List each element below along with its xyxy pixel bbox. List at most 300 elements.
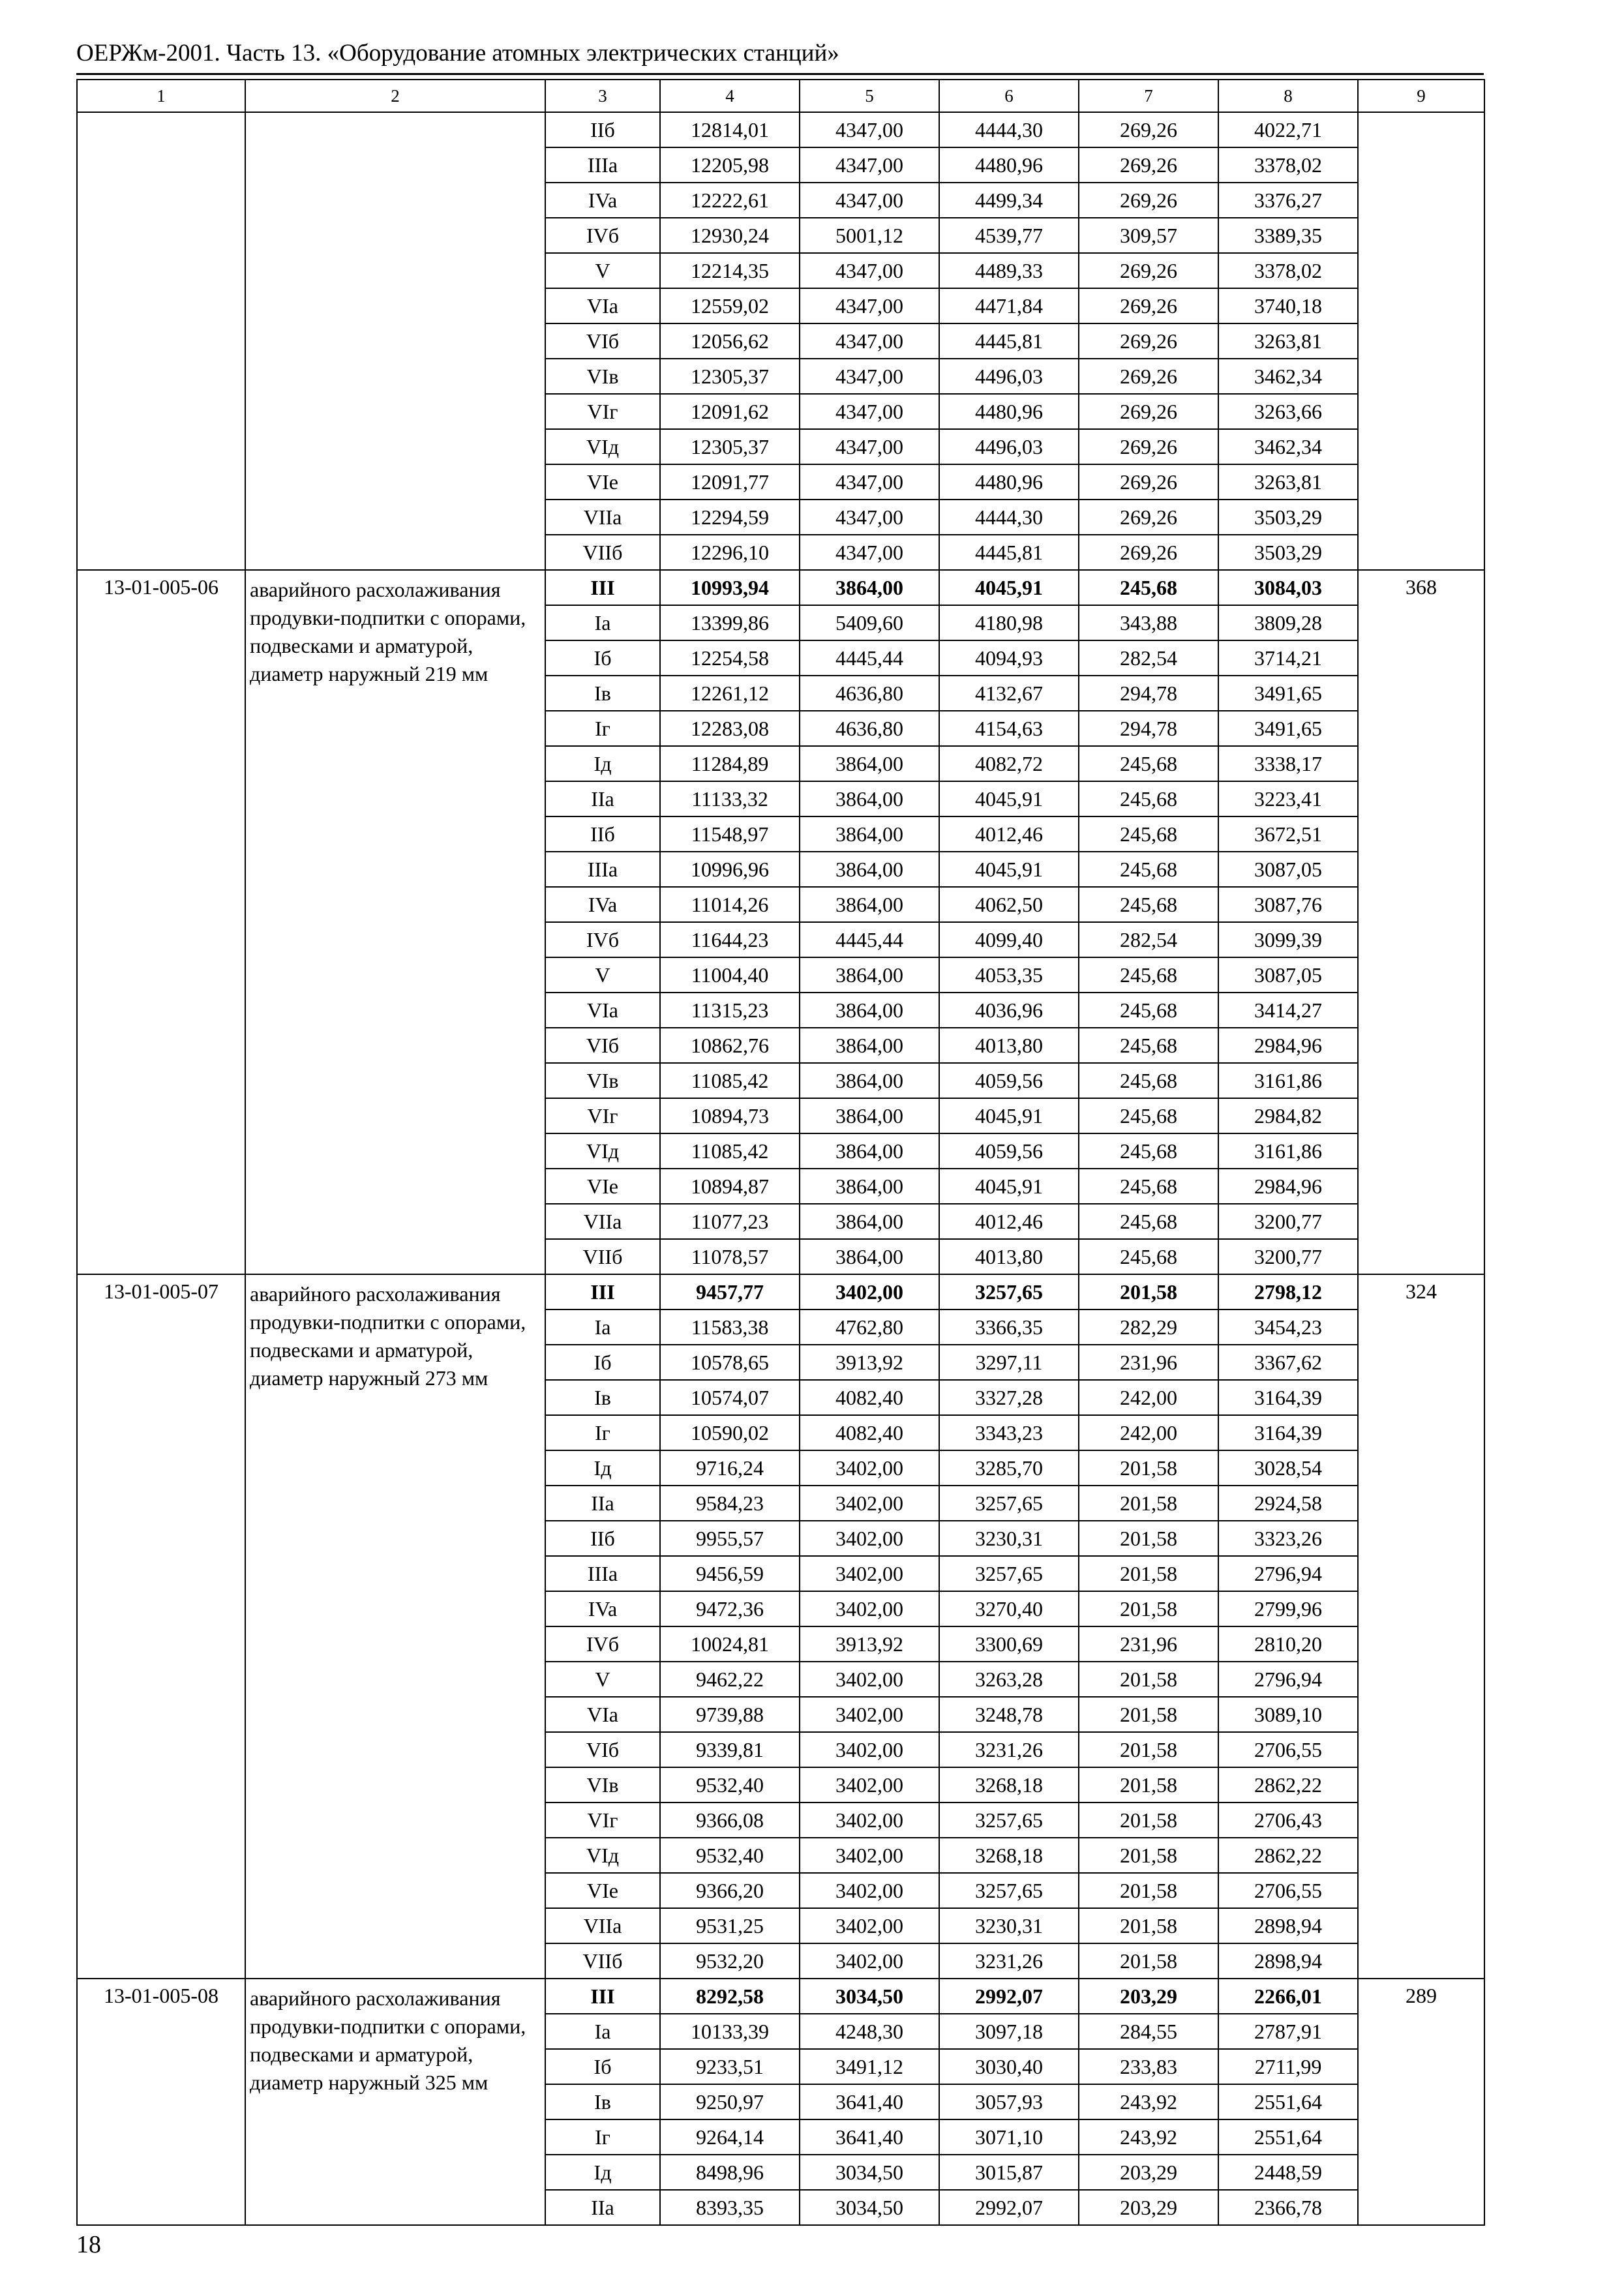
value-cell: 8393,35: [660, 2190, 800, 2225]
value-cell: 4036,96: [939, 993, 1079, 1028]
zone-cell: VIIб: [545, 535, 660, 570]
value-cell: 3402,00: [800, 1873, 939, 1908]
value-cell: 245,68: [1079, 1028, 1218, 1063]
value-cell: 3087,05: [1218, 852, 1358, 887]
value-cell: 9472,36: [660, 1591, 800, 1626]
value-cell: 4099,40: [939, 922, 1079, 957]
value-cell: 10993,94: [660, 570, 800, 605]
value-cell: 3343,23: [939, 1415, 1079, 1450]
value-cell: 4445,44: [800, 640, 939, 676]
zone-cell: Iд: [545, 2155, 660, 2190]
zone-cell: VIIa: [545, 1908, 660, 1943]
value-cell: 4045,91: [939, 1169, 1079, 1204]
zone-cell: IVб: [545, 218, 660, 253]
value-cell: 10996,96: [660, 852, 800, 887]
value-cell: 3672,51: [1218, 816, 1358, 852]
value-cell: 2366,78: [1218, 2190, 1358, 2225]
value-cell: 4480,96: [939, 464, 1079, 500]
value-cell: 3087,76: [1218, 887, 1358, 922]
value-cell: 3034,50: [800, 2190, 939, 2225]
value-cell: 4539,77: [939, 218, 1079, 253]
value-cell: 3161,86: [1218, 1133, 1358, 1169]
value-cell: 3641,40: [800, 2084, 939, 2119]
value-cell: 242,00: [1079, 1415, 1218, 1450]
value-cell: 3402,00: [800, 1943, 939, 1979]
value-cell: 4059,56: [939, 1133, 1079, 1169]
value-cell: 2448,59: [1218, 2155, 1358, 2190]
zone-cell: IVб: [545, 922, 660, 957]
header-rule: [76, 73, 1484, 75]
value-cell: 245,68: [1079, 1169, 1218, 1204]
value-cell: 4489,33: [939, 253, 1079, 288]
value-cell: 3257,65: [939, 1803, 1079, 1838]
zone-cell: Iб: [545, 640, 660, 676]
value-cell: 3402,00: [800, 1521, 939, 1556]
value-cell: 269,26: [1079, 429, 1218, 464]
value-cell: 3864,00: [800, 852, 939, 887]
column-number: 8: [1218, 80, 1358, 112]
value-cell: 201,58: [1079, 1697, 1218, 1732]
table-row: [77, 112, 1484, 147]
value-cell: 269,26: [1079, 464, 1218, 500]
value-cell: 3864,00: [800, 816, 939, 852]
value-cell: 4347,00: [800, 429, 939, 464]
value-cell: 3257,65: [939, 1274, 1079, 1309]
value-cell: 11284,89: [660, 746, 800, 781]
value-cell: 3327,28: [939, 1380, 1079, 1415]
value-cell: 4045,91: [939, 781, 1079, 816]
value-cell: 4347,00: [800, 253, 939, 288]
zone-cell: V: [545, 253, 660, 288]
zone-cell: IIб: [545, 112, 660, 147]
value-cell: 11085,42: [660, 1063, 800, 1098]
value-cell: 231,96: [1079, 1345, 1218, 1380]
value-cell: 269,26: [1079, 394, 1218, 429]
value-cell: 2992,07: [939, 1979, 1079, 2014]
value-cell: 3402,00: [800, 1556, 939, 1591]
resource-description: [245, 112, 545, 570]
value-cell: 2551,64: [1218, 2119, 1358, 2155]
value-cell: 343,88: [1079, 605, 1218, 640]
value-cell: 3297,11: [939, 1345, 1079, 1380]
value-cell: 12294,59: [660, 500, 800, 535]
value-cell: 3300,69: [939, 1626, 1079, 1662]
value-cell: 3034,50: [800, 1979, 939, 2014]
value-cell: 3864,00: [800, 957, 939, 993]
value-cell: 269,26: [1079, 112, 1218, 147]
value-cell: 3376,27: [1218, 183, 1358, 218]
zone-cell: VIIa: [545, 1204, 660, 1239]
value-cell: 2898,94: [1218, 1908, 1358, 1943]
value-cell: 3402,00: [800, 1486, 939, 1521]
value-cell: 4013,80: [939, 1239, 1079, 1274]
zone-cell: V: [545, 1662, 660, 1697]
value-cell: 4082,72: [939, 746, 1079, 781]
zone-cell: Iг: [545, 711, 660, 746]
value-cell: 3285,70: [939, 1450, 1079, 1486]
zone-cell: IIб: [545, 1521, 660, 1556]
value-cell: 2984,82: [1218, 1098, 1358, 1133]
value-cell: 3864,00: [800, 1098, 939, 1133]
total-cell: 324: [1358, 1274, 1484, 1979]
value-cell: 3084,03: [1218, 570, 1358, 605]
value-cell: 3864,00: [800, 1204, 939, 1239]
value-cell: 9462,22: [660, 1662, 800, 1697]
value-cell: 2799,96: [1218, 1591, 1358, 1626]
value-cell: 3338,17: [1218, 746, 1358, 781]
value-cell: 294,78: [1079, 676, 1218, 711]
value-cell: 12214,35: [660, 253, 800, 288]
value-cell: 3200,77: [1218, 1239, 1358, 1274]
value-cell: 3809,28: [1218, 605, 1358, 640]
value-cell: 4444,30: [939, 112, 1079, 147]
value-cell: 3015,87: [939, 2155, 1079, 2190]
value-cell: 3402,00: [800, 1697, 939, 1732]
value-cell: 11315,23: [660, 993, 800, 1028]
value-cell: 10024,81: [660, 1626, 800, 1662]
value-cell: 245,68: [1079, 957, 1218, 993]
value-cell: 4132,67: [939, 676, 1079, 711]
value-cell: 201,58: [1079, 1767, 1218, 1803]
document-header: ОЕРЖм-2001. Часть 13. «Оборудование атомных электрических станций»: [76, 40, 839, 67]
value-cell: 3454,23: [1218, 1309, 1358, 1345]
value-cell: 4444,30: [939, 500, 1079, 535]
column-number: 3: [545, 80, 660, 112]
value-cell: 201,58: [1079, 1732, 1218, 1767]
value-cell: 245,68: [1079, 746, 1218, 781]
zone-cell: VIб: [545, 1028, 660, 1063]
value-cell: 12814,01: [660, 112, 800, 147]
zone-cell: Ia: [545, 2014, 660, 2049]
resource-code: 13-01-005-08: [77, 1979, 245, 2225]
value-cell: 3414,27: [1218, 993, 1358, 1028]
value-cell: 8498,96: [660, 2155, 800, 2190]
value-cell: 3389,35: [1218, 218, 1358, 253]
value-cell: 4496,03: [939, 429, 1079, 464]
value-cell: 269,26: [1079, 183, 1218, 218]
value-cell: 3378,02: [1218, 147, 1358, 183]
value-cell: 3402,00: [800, 1450, 939, 1486]
value-cell: 3263,81: [1218, 323, 1358, 359]
value-cell: 4059,56: [939, 1063, 1079, 1098]
value-cell: 3263,28: [939, 1662, 1079, 1697]
value-cell: 4347,00: [800, 359, 939, 394]
resource-code: 13-01-005-06: [77, 570, 245, 1274]
value-cell: 9532,20: [660, 1943, 800, 1979]
value-cell: 4045,91: [939, 852, 1079, 887]
value-cell: 201,58: [1079, 1274, 1218, 1309]
value-cell: 13399,86: [660, 605, 800, 640]
value-cell: 3864,00: [800, 1239, 939, 1274]
value-cell: 245,68: [1079, 781, 1218, 816]
value-cell: 4154,63: [939, 711, 1079, 746]
zone-cell: III: [545, 1274, 660, 1309]
value-cell: 201,58: [1079, 1662, 1218, 1697]
value-cell: 12305,37: [660, 429, 800, 464]
value-cell: 9584,23: [660, 1486, 800, 1521]
value-cell: 2706,55: [1218, 1873, 1358, 1908]
value-cell: 3491,65: [1218, 676, 1358, 711]
zone-cell: Iд: [545, 746, 660, 781]
value-cell: 203,29: [1079, 2155, 1218, 2190]
value-cell: 201,58: [1079, 1450, 1218, 1486]
zone-cell: VIг: [545, 394, 660, 429]
zone-cell: VIa: [545, 288, 660, 323]
value-cell: 10894,87: [660, 1169, 800, 1204]
zone-cell: IIa: [545, 1486, 660, 1521]
zone-cell: VIб: [545, 323, 660, 359]
value-cell: 231,96: [1079, 1626, 1218, 1662]
value-cell: 3864,00: [800, 1133, 939, 1169]
value-cell: 11085,42: [660, 1133, 800, 1169]
value-cell: 3323,26: [1218, 1521, 1358, 1556]
value-cell: 3071,10: [939, 2119, 1079, 2155]
value-cell: 4347,00: [800, 464, 939, 500]
resource-description: аварийного расхолаживания продувки-подпитки с опорами, подвесками и арматурой, диаметр наружный 219 мм: [245, 570, 545, 1274]
value-cell: 12261,12: [660, 676, 800, 711]
value-cell: 3089,10: [1218, 1697, 1358, 1732]
value-cell: 3366,35: [939, 1309, 1079, 1345]
zone-cell: VIe: [545, 1873, 660, 1908]
zone-cell: Iд: [545, 1450, 660, 1486]
zone-cell: IVa: [545, 887, 660, 922]
value-cell: 2862,22: [1218, 1767, 1358, 1803]
value-cell: 269,26: [1079, 500, 1218, 535]
value-cell: 4347,00: [800, 394, 939, 429]
value-cell: 3864,00: [800, 1063, 939, 1098]
value-cell: 12305,37: [660, 359, 800, 394]
value-cell: 3057,93: [939, 2084, 1079, 2119]
zone-cell: VIг: [545, 1803, 660, 1838]
value-cell: 4082,40: [800, 1380, 939, 1415]
value-cell: 4480,96: [939, 147, 1079, 183]
value-cell: 4045,91: [939, 1098, 1079, 1133]
zone-cell: Iв: [545, 1380, 660, 1415]
value-cell: 2798,12: [1218, 1274, 1358, 1309]
zone-cell: III: [545, 570, 660, 605]
value-cell: 3402,00: [800, 1803, 939, 1838]
value-cell: 11078,57: [660, 1239, 800, 1274]
value-cell: 3028,54: [1218, 1450, 1358, 1486]
value-cell: 201,58: [1079, 1943, 1218, 1979]
value-cell: 4480,96: [939, 394, 1079, 429]
value-cell: 8292,58: [660, 1979, 800, 2014]
value-cell: 245,68: [1079, 1239, 1218, 1274]
value-cell: 4347,00: [800, 500, 939, 535]
value-cell: 3097,18: [939, 2014, 1079, 2049]
column-number: 7: [1079, 80, 1218, 112]
value-cell: 2796,94: [1218, 1662, 1358, 1697]
value-cell: 4347,00: [800, 147, 939, 183]
value-cell: 2992,07: [939, 2190, 1079, 2225]
total-cell: 289: [1358, 1979, 1484, 2225]
value-cell: 10133,39: [660, 2014, 800, 2049]
value-cell: 4347,00: [800, 323, 939, 359]
value-cell: 3402,00: [800, 1591, 939, 1626]
value-cell: 4013,80: [939, 1028, 1079, 1063]
value-cell: 245,68: [1079, 852, 1218, 887]
value-cell: 9456,59: [660, 1556, 800, 1591]
zone-cell: VIг: [545, 1098, 660, 1133]
price-table: [76, 79, 1485, 2226]
value-cell: 282,54: [1079, 640, 1218, 676]
value-cell: 9264,14: [660, 2119, 800, 2155]
total-cell: [1358, 112, 1484, 570]
value-cell: 12091,62: [660, 394, 800, 429]
value-cell: 3641,40: [800, 2119, 939, 2155]
value-cell: 3087,05: [1218, 957, 1358, 993]
value-cell: 9739,88: [660, 1697, 800, 1732]
value-cell: 2266,01: [1218, 1979, 1358, 2014]
value-cell: 203,29: [1079, 1979, 1218, 2014]
value-cell: 3034,50: [800, 2155, 939, 2190]
value-cell: 4082,40: [800, 1415, 939, 1450]
value-cell: 4471,84: [939, 288, 1079, 323]
value-cell: 9531,25: [660, 1908, 800, 1943]
value-cell: 3864,00: [800, 746, 939, 781]
value-cell: 4445,44: [800, 922, 939, 957]
column-number: 9: [1358, 80, 1484, 112]
table-row: [77, 570, 1484, 605]
value-cell: 2711,99: [1218, 2049, 1358, 2084]
value-cell: 9955,57: [660, 1521, 800, 1556]
value-cell: 3200,77: [1218, 1204, 1358, 1239]
value-cell: 3864,00: [800, 1028, 939, 1063]
value-cell: 9532,40: [660, 1767, 800, 1803]
value-cell: 2984,96: [1218, 1169, 1358, 1204]
value-cell: 245,68: [1079, 887, 1218, 922]
zone-cell: VIe: [545, 464, 660, 500]
value-cell: 3491,12: [800, 2049, 939, 2084]
zone-cell: V: [545, 957, 660, 993]
zone-cell: VIe: [545, 1169, 660, 1204]
value-cell: 12056,62: [660, 323, 800, 359]
value-cell: 11133,32: [660, 781, 800, 816]
value-cell: 4347,00: [800, 183, 939, 218]
zone-cell: VIIa: [545, 500, 660, 535]
value-cell: 294,78: [1079, 711, 1218, 746]
value-cell: 3462,34: [1218, 429, 1358, 464]
value-cell: 3864,00: [800, 993, 939, 1028]
value-cell: 10574,07: [660, 1380, 800, 1415]
zone-cell: VIa: [545, 993, 660, 1028]
value-cell: 3402,00: [800, 1767, 939, 1803]
value-cell: 3257,65: [939, 1873, 1079, 1908]
value-cell: 11004,40: [660, 957, 800, 993]
value-cell: 3263,81: [1218, 464, 1358, 500]
value-cell: 4445,81: [939, 535, 1079, 570]
column-number: 5: [800, 80, 939, 112]
value-cell: 201,58: [1079, 1591, 1218, 1626]
value-cell: 11583,38: [660, 1309, 800, 1345]
value-cell: 3367,62: [1218, 1345, 1358, 1380]
value-cell: 245,68: [1079, 993, 1218, 1028]
zone-cell: VIд: [545, 1133, 660, 1169]
value-cell: 9233,51: [660, 2049, 800, 2084]
value-cell: 4499,34: [939, 183, 1079, 218]
value-cell: 269,26: [1079, 535, 1218, 570]
zone-cell: VIв: [545, 1767, 660, 1803]
value-cell: 201,58: [1079, 1908, 1218, 1943]
value-cell: 4347,00: [800, 535, 939, 570]
value-cell: 201,58: [1079, 1486, 1218, 1521]
value-cell: 4347,00: [800, 112, 939, 147]
value-cell: 3248,78: [939, 1697, 1079, 1732]
value-cell: 245,68: [1079, 570, 1218, 605]
value-cell: 245,68: [1079, 1098, 1218, 1133]
value-cell: 3230,31: [939, 1908, 1079, 1943]
value-cell: 201,58: [1079, 1556, 1218, 1591]
value-cell: 3257,65: [939, 1486, 1079, 1521]
value-cell: 4012,46: [939, 1204, 1079, 1239]
value-cell: 201,58: [1079, 1803, 1218, 1838]
value-cell: 2787,91: [1218, 2014, 1358, 2049]
value-cell: 3864,00: [800, 1169, 939, 1204]
value-cell: 10894,73: [660, 1098, 800, 1133]
value-cell: 2898,94: [1218, 1943, 1358, 1979]
zone-cell: Iб: [545, 2049, 660, 2084]
value-cell: 3164,39: [1218, 1380, 1358, 1415]
column-number: 2: [245, 80, 545, 112]
value-cell: 2810,20: [1218, 1626, 1358, 1662]
page-number: 18: [76, 2231, 101, 2258]
column-number: 6: [939, 80, 1079, 112]
value-cell: 4762,80: [800, 1309, 939, 1345]
value-cell: 3913,92: [800, 1345, 939, 1380]
value-cell: 245,68: [1079, 1063, 1218, 1098]
table-row: [77, 1979, 1484, 2014]
value-cell: 12254,58: [660, 640, 800, 676]
value-cell: 5409,60: [800, 605, 939, 640]
value-cell: 3270,40: [939, 1591, 1079, 1626]
zone-cell: VIIб: [545, 1943, 660, 1979]
value-cell: 3164,39: [1218, 1415, 1358, 1450]
value-cell: 245,68: [1079, 1133, 1218, 1169]
value-cell: 3402,00: [800, 1838, 939, 1873]
value-cell: 243,92: [1079, 2119, 1218, 2155]
value-cell: 9457,77: [660, 1274, 800, 1309]
value-cell: 4248,30: [800, 2014, 939, 2049]
value-cell: 4636,80: [800, 711, 939, 746]
value-cell: 4094,93: [939, 640, 1079, 676]
value-cell: 10578,65: [660, 1345, 800, 1380]
value-cell: 3913,92: [800, 1626, 939, 1662]
value-cell: 3740,18: [1218, 288, 1358, 323]
value-cell: 4347,00: [800, 288, 939, 323]
value-cell: 3462,34: [1218, 359, 1358, 394]
value-cell: 4445,81: [939, 323, 1079, 359]
value-cell: 4022,71: [1218, 112, 1358, 147]
value-cell: 9366,20: [660, 1873, 800, 1908]
value-cell: 2706,55: [1218, 1732, 1358, 1767]
value-cell: 3714,21: [1218, 640, 1358, 676]
zone-cell: VIв: [545, 359, 660, 394]
zone-cell: IIб: [545, 816, 660, 852]
value-cell: 3030,40: [939, 2049, 1079, 2084]
value-cell: 3263,66: [1218, 394, 1358, 429]
value-cell: 3223,41: [1218, 781, 1358, 816]
zone-cell: Iв: [545, 676, 660, 711]
value-cell: 201,58: [1079, 1873, 1218, 1908]
value-cell: 245,68: [1079, 816, 1218, 852]
value-cell: 4045,91: [939, 570, 1079, 605]
value-cell: 12283,08: [660, 711, 800, 746]
value-cell: 2796,94: [1218, 1556, 1358, 1591]
value-cell: 3378,02: [1218, 253, 1358, 288]
zone-cell: VIв: [545, 1063, 660, 1098]
value-cell: 233,83: [1079, 2049, 1218, 2084]
value-cell: 12296,10: [660, 535, 800, 570]
